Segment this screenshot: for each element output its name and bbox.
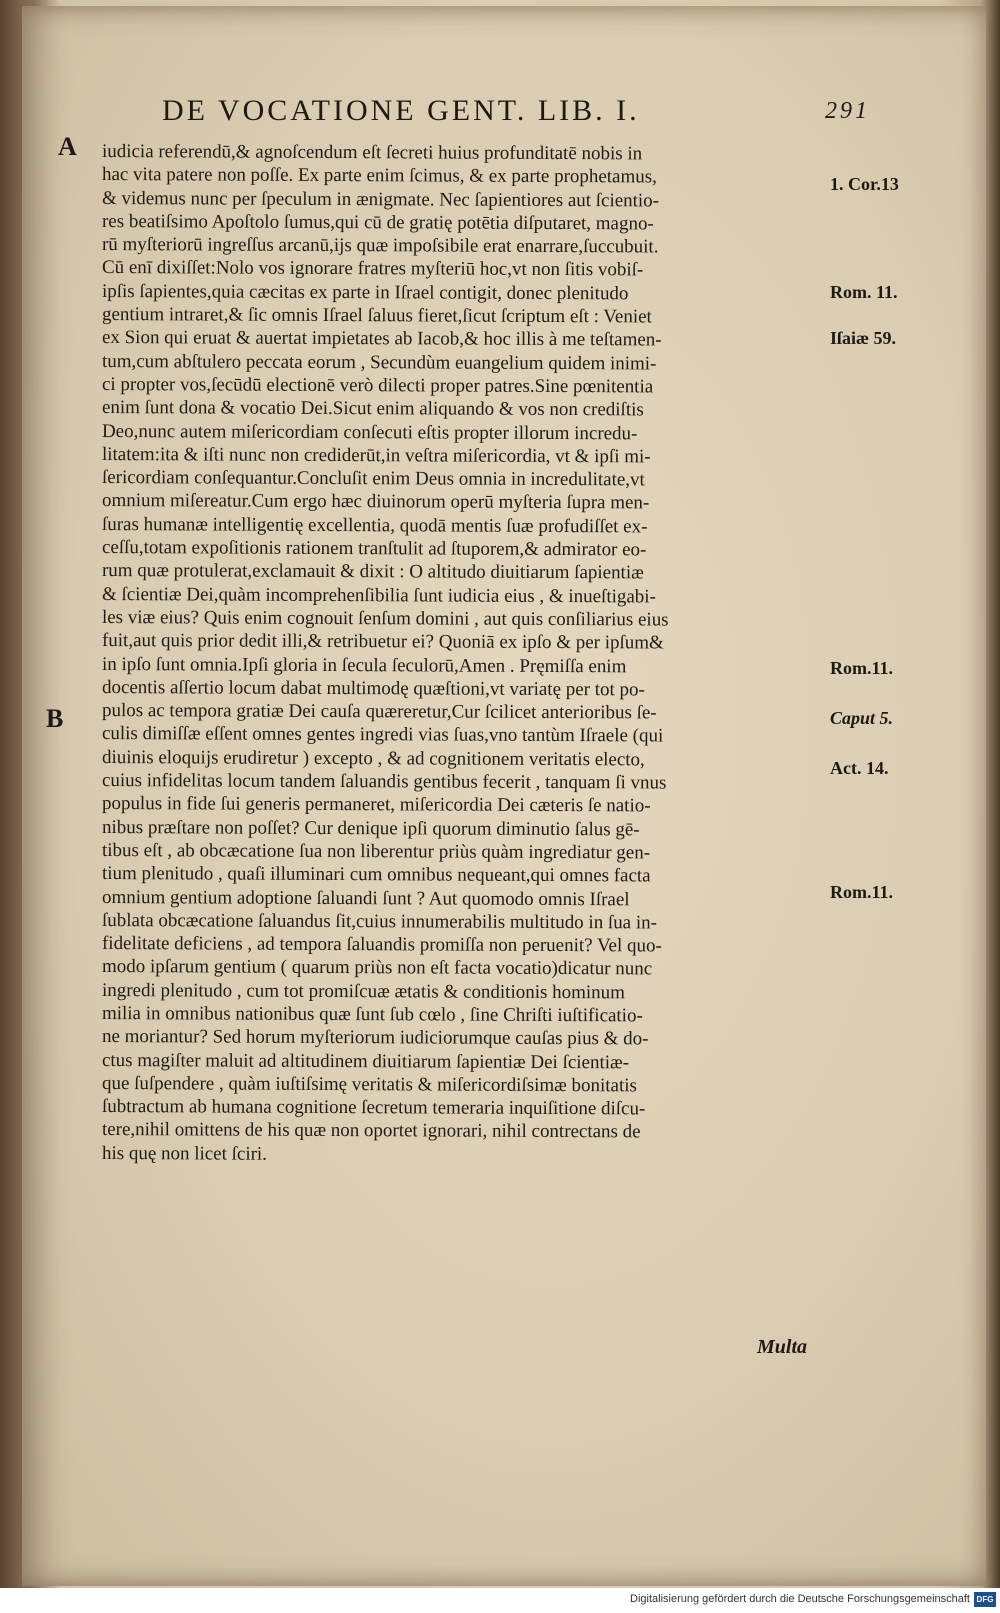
- text-line: ne moriantur? Sed horum myſteriorum iudiciorumque cauſas pius & do-: [101, 1026, 649, 1050]
- text-line: cuius infidelitas locum tandem ſaluandis gentibus fecerit , tanquam ſi vnus: [101, 770, 667, 794]
- text-line: Cū enī dixiſſet:Nolo vos ignorare fratres myſteriū hoc,vt non ſitis vobiſ-: [101, 257, 644, 281]
- text-line: ſuras humanæ intelligentię excellentia, quodā mentis ſuæ profudiſſet ex-: [101, 513, 648, 538]
- text-line: docentis aſſertio locum dabat multimodę quæſtioni,vt variatę per tot po-: [101, 676, 645, 701]
- margin-note: Rom. 11.: [830, 282, 898, 302]
- text-line: & videmus nunc per ſpeculum in ænigmate. Nec ſapientiores aut ſcientio-: [101, 187, 660, 212]
- text-line: ceſſu,totam expoſitionis rationem tranſtulit ad ſtuporem,& admirator eo-: [101, 537, 647, 561]
- text-line: Deo,nunc autem miſericordiam conſecuti eſtis propter illorum incredu-: [101, 420, 638, 444]
- text-line: ex Sion qui eruat & auertat impietates ab Iacob,& hoc illis à me teſtamen-: [101, 327, 662, 351]
- text-line: tere,nihil omittens de his quæ non oportet ignorari, nihil contrectans de: [101, 1119, 641, 1143]
- text-line: les viæ eius? Quis enim cognouit ſenſum domini , aut quis conſiliarius eius: [101, 606, 669, 631]
- page-number: 291: [825, 98, 870, 124]
- text-line: ctus magiſter maluit ad altitudinem diuitiarum ſapientiæ Dei ſcientiæ-: [101, 1049, 630, 1073]
- text-line: in ipſo ſunt omnia.Ipſi gloria in ſecula ſeculorū,Amen . Pręmiſſa enim: [101, 653, 627, 677]
- text-line: his quę non licet ſciri.: [101, 1142, 268, 1165]
- text-line: fidelitate deficiens , ad tempora ſaluandis promiſſa non peruenit? Vel quo-: [101, 933, 662, 957]
- text-line: omnium gentium adoptione ſaluandi ſunt ? Aut quomodo omnis Iſrael: [101, 886, 630, 910]
- section-marker-b: B: [46, 704, 64, 733]
- body-text: [102, 140, 822, 1165]
- text-line: milia in omnibus nationibus quæ ſunt ſub cœlo , ſine Chriſti iuſtificatio-: [101, 1002, 643, 1027]
- text-line: fuit,aut quis prior dedit illi,& retribuetur ei? Quoniā ex ipſo & per ipſum&: [101, 630, 664, 654]
- text-line: ci propter vos,ſecūdū electionē verò dilecti proper patres.Sine pœnitentia: [101, 373, 654, 398]
- text-line: enim ſunt dona & vocatio Dei.Sicut enim aliquando & vos non crediſtis: [101, 397, 644, 421]
- text-line: que ſuſpendere , quàm iuſtiſsimę veritatis & miſericordiſsimæ bonitatis: [101, 1072, 637, 1097]
- text-line: omnium miſereatur.Cum ergo hæc diuinorum operū myſteria ſupra men-: [101, 490, 650, 514]
- text-line: pulos ac tempora gratiæ Dei cauſa quæreretur,Cur ſcilicet anterioribus ſe-: [101, 700, 657, 724]
- catchword: Multa: [757, 1336, 808, 1358]
- text-line: ipſis ſapientes,quia cæcitas ex parte in Iſrael contigit, donec plenitudo: [101, 280, 629, 305]
- margin-note: Rom.11.: [830, 658, 893, 678]
- margin-note: Iſaiæ 59.: [830, 328, 897, 348]
- section-marker-a: A: [58, 132, 77, 161]
- text-line: res beatiſsimo Apoſtolo ſumus,qui cū de gratię potētia diſputaret, magno-: [101, 210, 654, 235]
- text-line: populus in fide ſui generis permaneret, miſericordia Dei cæteris ſe natio-: [101, 793, 651, 817]
- text-line: ſublata obcæcatione ſaluandus ſit,cuius innumerabilis multitudo in ſua in-: [101, 909, 658, 934]
- book-page: [22, 6, 986, 1586]
- margin-note: Caput 5.: [830, 708, 894, 728]
- text-line: litatem:ita & iſti nunc non crediderūt,in veſtra miſericordia, vt & ipſi mi-: [101, 443, 651, 468]
- text-line: gentium intraret,& ſic omnis Iſrael ſaluus fieret,ſicut ſcriptum eſt : Veniet: [101, 304, 652, 328]
- running-title: DE VOCATIONE GENT. LIB. I.: [162, 94, 640, 127]
- text-line: tibus eſt , ab obcæcatione ſua non liberentur priùs quàm ingrediatur gen-: [101, 839, 651, 864]
- text-line: rum quæ protulerat,exclamauit & dixit : O altitudo diuitiarum ſapientiæ: [101, 560, 644, 584]
- margin-note: Rom.11.: [830, 882, 893, 902]
- dfg-logo-icon: DFG: [974, 1592, 996, 1607]
- text-line: rū myſteriorū ingreſſus arcanū,ijs quæ impoſsibile erat enarrare,ſuccubuit.: [101, 234, 659, 258]
- text-line: ingredi plenitudo , cum tot promiſcuæ ætatis & conditionis hominum: [101, 979, 625, 1003]
- text-line: nibus præſtare non poſſet? Cur denique ipſi quorum diminutio ſalus gē-: [101, 816, 640, 840]
- text-line: tium plenitudo , quaſi illuminari cum omnibus nequeant,qui omnes facta: [101, 863, 651, 887]
- text-line: ſubtractum ab humana cognitione ſecretum temeraria inquiſitione diſcu-: [101, 1096, 646, 1120]
- text-line: & ſcientiæ Dei,quàm incomprehenſibilia ſunt iudicia eius , & inueſtigabi-: [101, 583, 656, 608]
- text-line: modo ipſarum gentium ( quarum priùs non eſt facta vocatio)dicatur nunc: [101, 956, 653, 980]
- text-line: iudicia referendū,& agnoſcendum eſt ſecreti huius profunditatē nobis in: [101, 141, 643, 165]
- text-line: hac vita patere non poſſe. Ex parte enim ſcimus, & ex parte prophetamus,: [101, 164, 657, 188]
- footer-bar: [0, 1588, 1000, 1613]
- text-line: ſericordiam conſequantur.Concluſit enim Deus omnia in incredulitate,vt: [101, 467, 645, 491]
- margin-note: 1. Cor.13: [830, 174, 899, 194]
- footer-credit: Digitalisierung gefördert durch die Deutsche Forschungsgemeinschaft: [630, 1593, 970, 1605]
- margin-note: Act. 14.: [830, 758, 889, 778]
- text-line: tum,cum abſtulero peccata eorum , Secundùm euangelium quidem inimi-: [101, 350, 657, 375]
- text-line: culis dimiſſæ eſſent omnes gentes ingredi vias ſuas,vno tantùm Iſraele (qui: [101, 723, 664, 747]
- text-line: diuinis eloquijs erudiretur ) excepto , & ad cognitionem veritatis electo,: [101, 746, 645, 771]
- page-header: [162, 94, 870, 134]
